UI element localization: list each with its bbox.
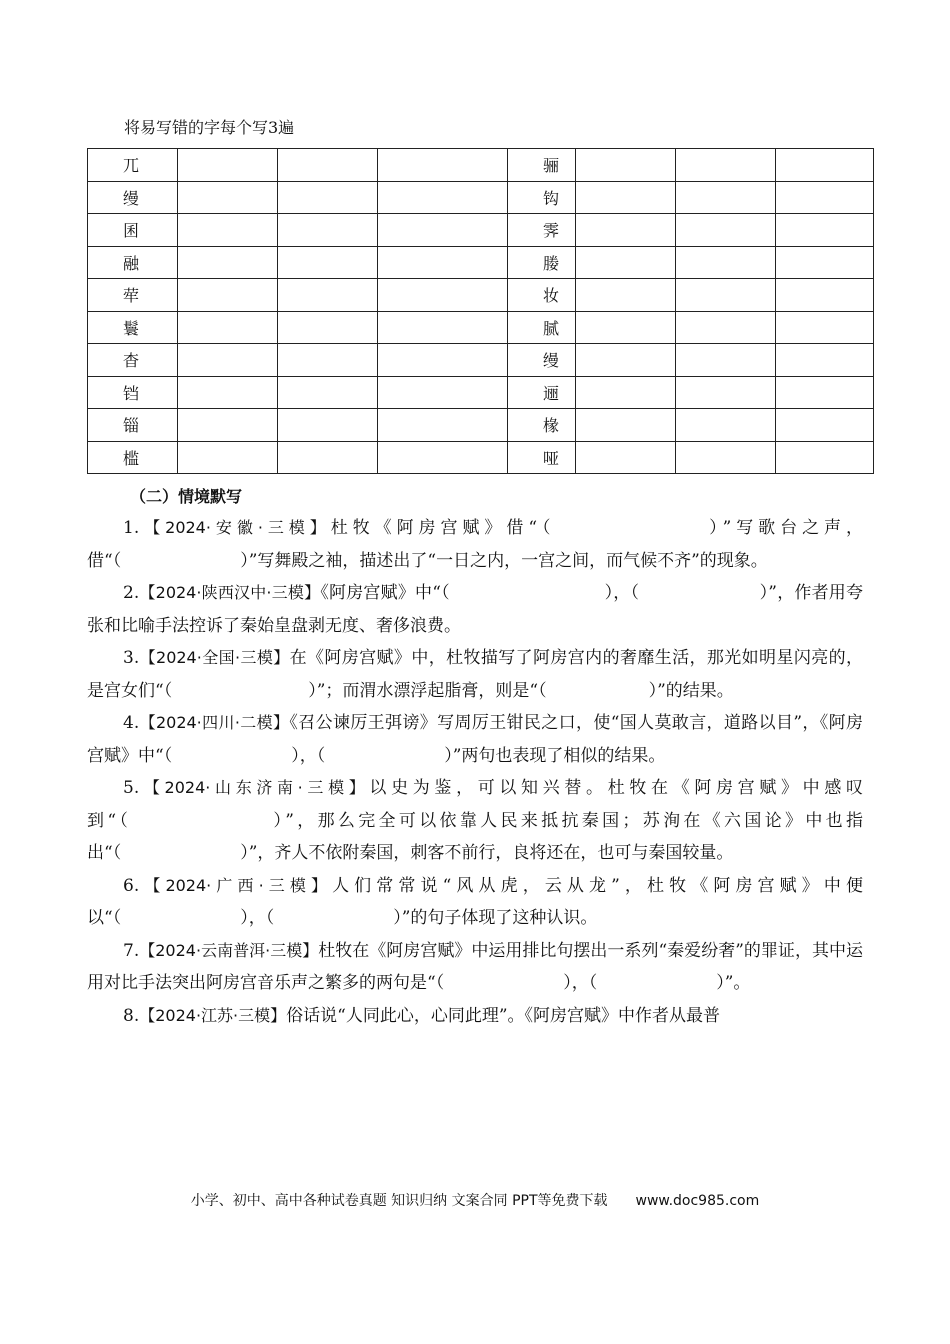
- character-cell: 杳: [88, 344, 178, 377]
- blank-cell[interactable]: [576, 441, 676, 474]
- blank-cell[interactable]: [178, 409, 278, 442]
- question-text: 《阿房宫赋》中“（ ），（ ）”，作者用夸张和比喻手法控诉了秦始皇盘剥无度、奢侈浪费。: [87, 583, 863, 636]
- blank-cell[interactable]: [576, 181, 676, 214]
- table-row: [88, 181, 874, 214]
- blank-cell[interactable]: [378, 279, 508, 312]
- blank-cell[interactable]: [178, 441, 278, 474]
- character-cell: 妆: [508, 279, 576, 312]
- blank-cell[interactable]: [576, 376, 676, 409]
- blank-cell[interactable]: [676, 376, 776, 409]
- character-cell: 融: [88, 246, 178, 279]
- section-title: （二）情境默写: [130, 487, 243, 506]
- table-row: [88, 409, 874, 442]
- question-source-tag: 【2024·安徽·三模】: [139, 518, 331, 537]
- blank-cell[interactable]: [776, 279, 874, 312]
- character-cell: 哑: [508, 441, 576, 474]
- table-row: [88, 344, 874, 377]
- question-item: [87, 935, 863, 1000]
- blank-cell[interactable]: [676, 344, 776, 377]
- character-cell: 铛: [88, 376, 178, 409]
- blank-cell[interactable]: [676, 214, 776, 247]
- character-cell: 霁: [508, 214, 576, 247]
- character-cell: 椽: [508, 409, 576, 442]
- table-instruction: 将易写错的字每个写3遍: [124, 118, 295, 137]
- question-number: 7.: [123, 940, 140, 961]
- blank-cell[interactable]: [576, 311, 676, 344]
- question-item: [87, 772, 863, 870]
- question-text: 人们常常说“风从虎，云从龙”，杜牧《阿房宫赋》中便以“（ ），（ ）”的句子体现了这种认识。: [87, 875, 863, 928]
- blank-cell[interactable]: [178, 149, 278, 182]
- blank-cell[interactable]: [776, 149, 874, 182]
- question-source-tag: 【2024·四川·二模】: [139, 713, 290, 732]
- question-number: 1.: [123, 518, 140, 538]
- question-source-tag: 【2024·山东济南·三模】: [139, 778, 370, 797]
- blank-cell[interactable]: [576, 279, 676, 312]
- blank-cell[interactable]: [776, 441, 874, 474]
- blank-cell[interactable]: [776, 214, 874, 247]
- question-number: 5.: [123, 778, 140, 798]
- blank-cell[interactable]: [278, 149, 378, 182]
- blank-cell[interactable]: [676, 441, 776, 474]
- blank-cell[interactable]: [278, 344, 378, 377]
- question-text: 杜牧在《阿房宫赋》中运用排比句摆出一系列“秦爱纷奢”的罪证，其中运用对比手法突出阿房宫音乐声之繁多的两句是“（ ），（ ）”。: [87, 940, 863, 993]
- character-cell: 缦: [508, 344, 576, 377]
- blank-cell[interactable]: [776, 344, 874, 377]
- blank-cell[interactable]: [278, 214, 378, 247]
- blank-cell[interactable]: [278, 409, 378, 442]
- question-item: [87, 642, 863, 707]
- question-list: [87, 512, 863, 1032]
- page-footer: 小学、初中、高中各种试卷真题 知识归纳 文案合同 PPT等免费下载 www.doc985.com: [190, 1193, 760, 1209]
- table-row: [88, 441, 874, 474]
- question-item: [87, 870, 863, 935]
- question-item: [87, 1000, 863, 1033]
- table-row: [88, 376, 874, 409]
- blank-cell[interactable]: [576, 149, 676, 182]
- blank-cell[interactable]: [178, 376, 278, 409]
- question-source-tag: 【2024·江苏·三模】: [139, 1005, 287, 1025]
- question-source-tag: 【2024·全国·三模】: [139, 648, 290, 667]
- blank-cell[interactable]: [776, 181, 874, 214]
- table-row: [88, 279, 874, 312]
- blank-cell[interactable]: [178, 181, 278, 214]
- question-number: 8.: [123, 1005, 140, 1026]
- character-cell: 槛: [88, 441, 178, 474]
- character-cell: 囷: [88, 214, 178, 247]
- blank-cell[interactable]: [676, 279, 776, 312]
- character-cell: 荦: [88, 279, 178, 312]
- blank-cell[interactable]: [676, 246, 776, 279]
- table-row: [88, 246, 874, 279]
- blank-cell[interactable]: [178, 311, 278, 344]
- blank-cell[interactable]: [178, 279, 278, 312]
- question-source-tag: 【2024·云南普洱·三模】: [139, 940, 319, 960]
- question-number: 2.: [123, 583, 140, 603]
- question-number: 3.: [123, 648, 140, 668]
- blank-cell[interactable]: [776, 409, 874, 442]
- character-cell: 锱: [88, 409, 178, 442]
- blank-cell[interactable]: [576, 246, 676, 279]
- blank-cell[interactable]: [576, 344, 676, 377]
- character-cell: 骊: [508, 149, 576, 182]
- blank-cell[interactable]: [378, 376, 508, 409]
- table-row: [88, 214, 874, 247]
- question-number: 4.: [123, 713, 140, 733]
- blank-cell[interactable]: [576, 409, 676, 442]
- question-source-tag: 【2024·陕西汉中·三模】: [139, 583, 321, 602]
- blank-cell[interactable]: [378, 246, 508, 279]
- blank-cell[interactable]: [378, 344, 508, 377]
- question-item: [87, 512, 863, 577]
- blank-cell[interactable]: [378, 181, 508, 214]
- question-text: 以史为鉴，可以知兴替。杜牧在《阿房宫赋》中感叹到“（ ）”，那么完全可以依靠人民来抵抗秦国；苏洵在《六国论》中也指出“（ ）”，齐人不依附秦国，刺客不前行，良将还在，也可与秦国较量。: [87, 778, 863, 863]
- blank-cell[interactable]: [278, 311, 378, 344]
- blank-cell[interactable]: [378, 149, 508, 182]
- question-text: 杜牧《阿房宫赋》借“（ ）”写歌台之声，借“（ ）”写舞殿之袖，描述出了“一日之内，一宫之间，而气候不齐”的现象。: [87, 518, 863, 571]
- blank-cell[interactable]: [676, 409, 776, 442]
- blank-cell[interactable]: [278, 376, 378, 409]
- question-number: 6.: [123, 875, 140, 896]
- question-source-tag: 【2024·广西·三模】: [139, 875, 333, 895]
- table-row: [88, 311, 874, 344]
- question-text: 《召公谏厉王弭谤》写周厉王钳民之口，使“国人莫敢言，道路以目”，《阿房宫赋》中“（ ），（ ）”两句也表现了相似的结果。: [87, 713, 863, 766]
- blank-cell[interactable]: [776, 311, 874, 344]
- blank-cell[interactable]: [378, 311, 508, 344]
- blank-cell[interactable]: [178, 246, 278, 279]
- blank-cell[interactable]: [178, 344, 278, 377]
- question-text: 俗话说“人同此心，心同此理”。《阿房宫赋》中作者从最普: [286, 1005, 721, 1026]
- blank-cell[interactable]: [378, 214, 508, 247]
- blank-cell[interactable]: [776, 376, 874, 409]
- blank-cell[interactable]: [278, 279, 378, 312]
- blank-cell[interactable]: [676, 181, 776, 214]
- character-cell: 钩: [508, 181, 576, 214]
- character-cell: 缦: [88, 181, 178, 214]
- blank-cell[interactable]: [178, 214, 278, 247]
- blank-cell[interactable]: [676, 149, 776, 182]
- table-row: [88, 149, 874, 182]
- blank-cell[interactable]: [378, 409, 508, 442]
- question-item: [87, 577, 863, 642]
- question-item: [87, 707, 863, 772]
- blank-cell[interactable]: [776, 246, 874, 279]
- question-text: 在《阿房宫赋》中，杜牧描写了阿房宫内的奢靡生活，那光如明星闪亮的，是宫女们“（ ）”；而渭水漂浮起脂膏，则是“（ ）”的结果。: [87, 648, 863, 701]
- blank-cell[interactable]: [278, 181, 378, 214]
- character-cell: 兀: [88, 149, 178, 182]
- character-cell: 腻: [508, 311, 576, 344]
- blank-cell[interactable]: [278, 441, 378, 474]
- character-cell: 媵: [508, 246, 576, 279]
- blank-cell[interactable]: [576, 214, 676, 247]
- practice-table: [87, 148, 874, 474]
- blank-cell[interactable]: [278, 246, 378, 279]
- character-cell: 鬟: [88, 311, 178, 344]
- blank-cell[interactable]: [378, 441, 508, 474]
- character-cell: 逦: [508, 376, 576, 409]
- blank-cell[interactable]: [676, 311, 776, 344]
